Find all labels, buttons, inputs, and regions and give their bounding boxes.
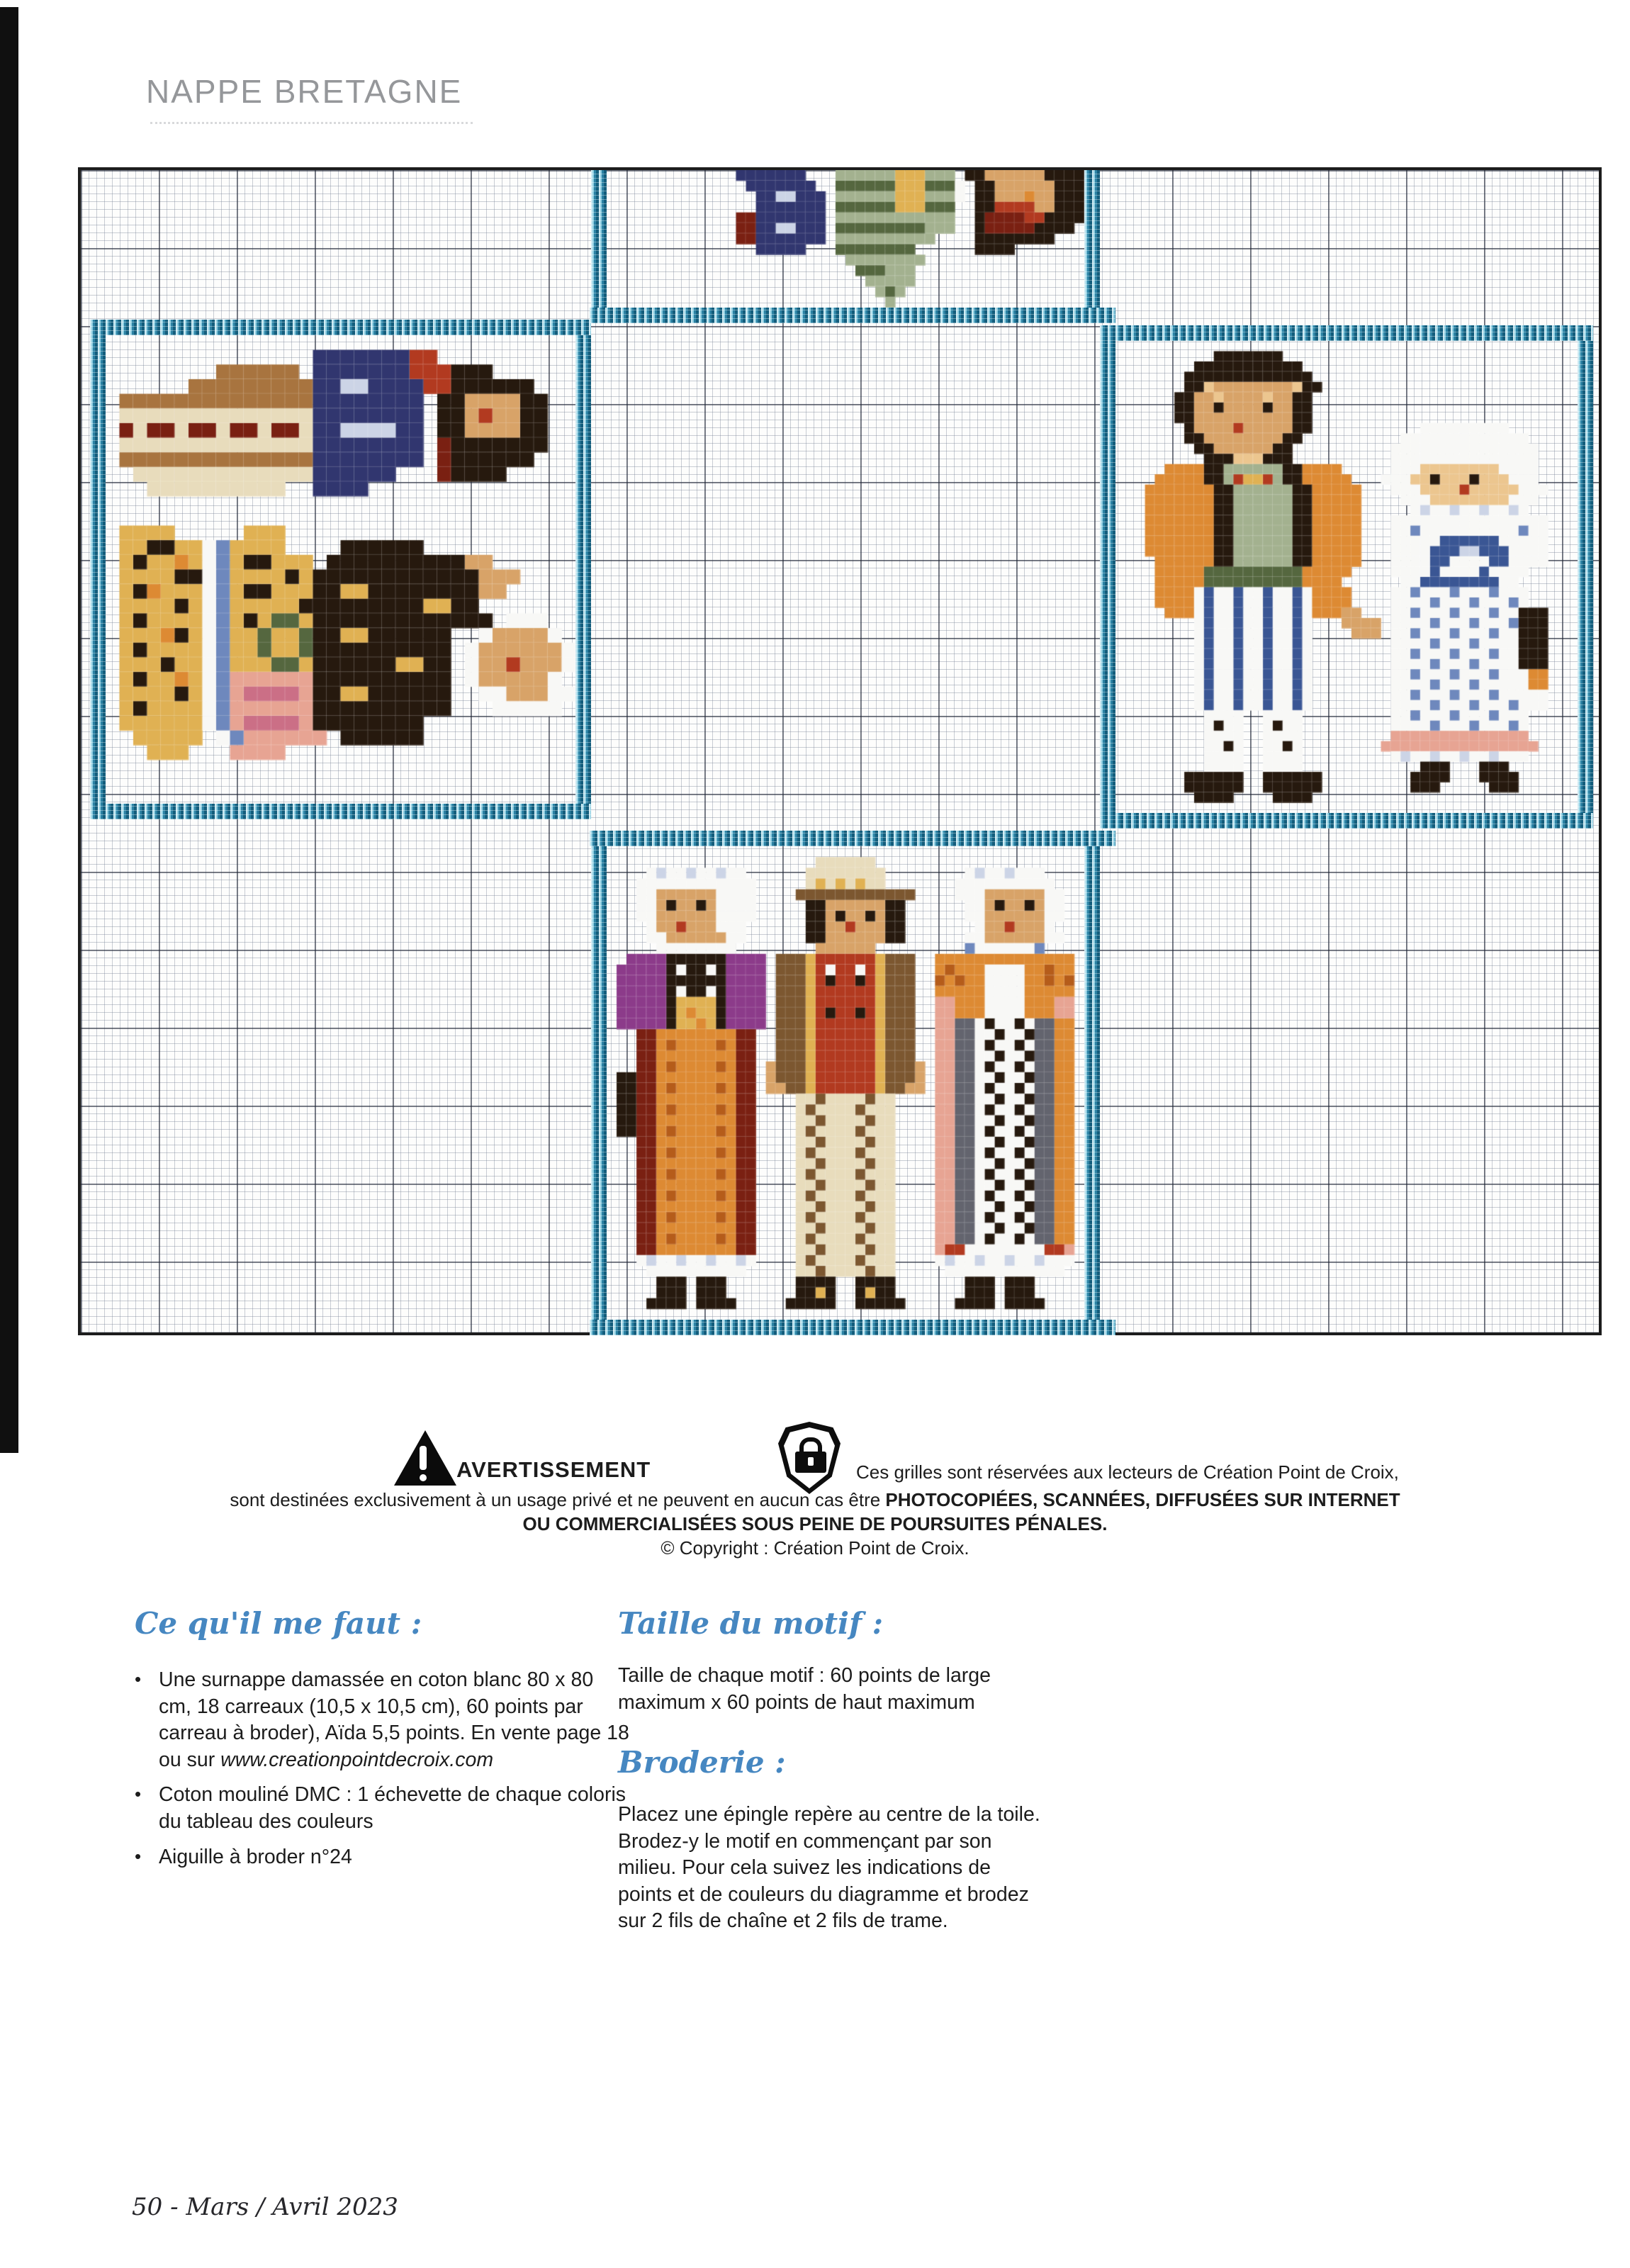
motif-left-sideways-couple — [106, 335, 575, 804]
list-item — [135, 1782, 631, 1835]
motif-top-cutoff-figures — [607, 170, 1084, 308]
bullet-icon: • — [135, 1668, 142, 1690]
stitch-border-top-box-bottom — [590, 308, 1115, 323]
list-item — [135, 1844, 631, 1871]
stitch-border-right-box-bottom — [1100, 813, 1593, 829]
warning-line2 — [0, 1489, 1630, 1511]
page-title: NAPPE BRETAGNE — [146, 73, 463, 110]
padlock-keyhole — [808, 1457, 814, 1466]
warning-line2-bold: PHOTOCOPIÉES, SCANNÉES, DIFFUSÉES SUR INTERNET — [885, 1489, 1400, 1510]
motif-right-boy-and-girl — [1115, 341, 1578, 813]
materials-item-1: Une surnappe damassée en coton blanc 80 x 80 cm, 18 carreaux (10,5 x 10,5 cm), 60 points par carreau à broder), Aïda 5,5 points. En vente page 18 ou sur www.creationpointdecroix.com — [159, 1668, 629, 1771]
stitch-border-left-box-left — [90, 320, 106, 819]
stitch-border-bottom-box-top — [590, 831, 1115, 846]
stitch-border-bottom-box-bottom — [590, 1320, 1115, 1335]
stitch-border-right-box-right — [1578, 325, 1593, 829]
size-body: Taille de chaque motif : 60 points de large maximum x 60 points de haut maximum — [618, 1664, 991, 1714]
embroidery-body: Placez une épingle repère au centre de la toile. Brodez-y le motif en commençant par son milieu. Pour cela suivez les indications de points et de couleurs du diagramme et brodez sur 2 fils de chaîne et 2 fils de trame. — [618, 1803, 1040, 1933]
embroidery-heading: Broderie : — [618, 1745, 786, 1780]
stitch-border-left-box-top — [90, 320, 591, 335]
materials-item-3: Aiguille à broder n°24 — [159, 1845, 352, 1868]
website-url-text: www.creationpointdecroix.com — [220, 1748, 494, 1771]
warning-line2-normal: sont destinées exclusivement à un usage privé et ne peuvent en aucun cas être — [230, 1489, 886, 1510]
warning-copyright: © Copyright : Création Point de Croix. — [661, 1537, 969, 1559]
materials-item-2: Coton mouliné DMC : 1 échevette de chaque coloris du tableau des couleurs — [159, 1783, 626, 1834]
bullet-icon: • — [135, 1783, 142, 1805]
stitch-border-top-box-left — [591, 170, 607, 323]
stitch-border-bottom-box-left — [591, 831, 607, 1335]
warning-triangle-exclamation-dot — [420, 1474, 427, 1481]
stitch-border-left-box-right — [575, 320, 591, 819]
warning-triangle-exclamation — [420, 1446, 427, 1470]
stitch-border-right-box-top — [1100, 325, 1593, 341]
stitch-border-left-box-bottom — [90, 804, 591, 819]
materials-list — [135, 1667, 631, 1879]
motif-bottom-three-figures — [607, 846, 1084, 1320]
warning-label: AVERTISSEMENT — [456, 1457, 651, 1482]
cross-stitch-chart — [78, 167, 1602, 1335]
bullet-icon: • — [135, 1845, 142, 1867]
list-item — [135, 1667, 631, 1773]
warning-line3: OU COMMERCIALISÉES SOUS PEINE DE POURSUITES PÉNALES. — [522, 1513, 1108, 1534]
size-heading: Taille du motif : — [618, 1606, 884, 1641]
stitch-border-bottom-box-right — [1084, 831, 1100, 1335]
materials-heading: Ce qu'il me faut : — [135, 1606, 422, 1641]
title-underline — [150, 122, 473, 124]
page-edge-scan-bar — [0, 7, 18, 1453]
stitch-border-right-box-left — [1100, 325, 1115, 829]
page-number-footer: 50 - Mars / Avril 2023 — [132, 2193, 398, 2221]
warning-line1: Ces grilles sont réservées aux lecteurs de Création Point de Croix, — [856, 1461, 1399, 1483]
stitch-border-top-box-right — [1084, 170, 1100, 323]
